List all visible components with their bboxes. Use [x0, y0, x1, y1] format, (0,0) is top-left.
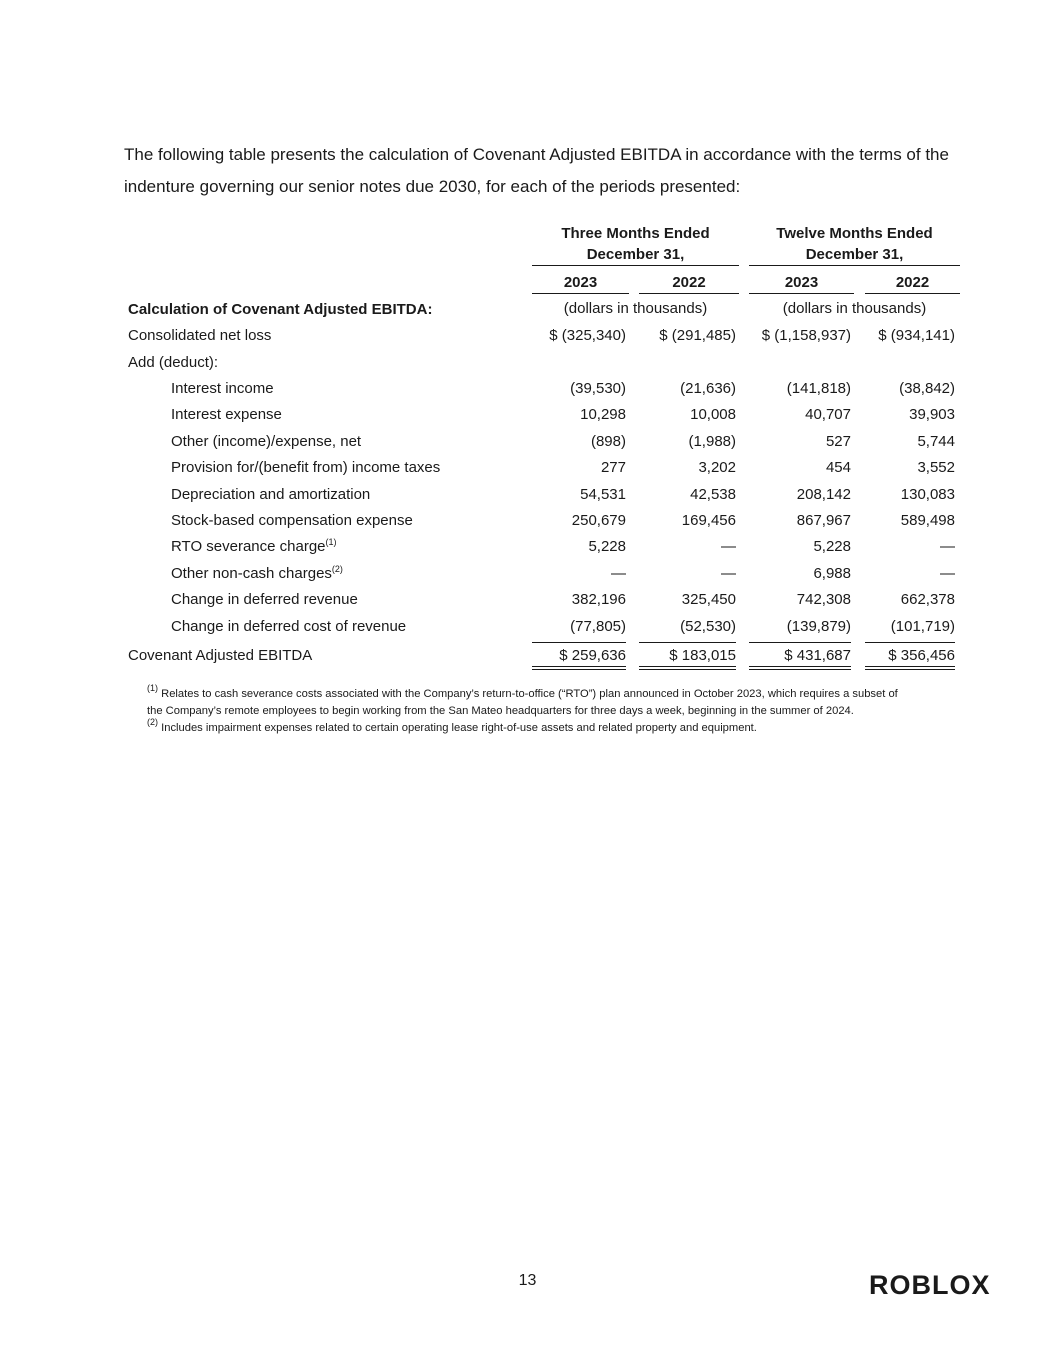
cell-value: 42,538 [690, 486, 736, 503]
cell-value: (139,879) [786, 618, 851, 635]
cell-value: 130,083 [900, 486, 955, 503]
cell-value: 527 [825, 433, 851, 450]
cell-value: (141,818) [786, 380, 851, 397]
logo-wordmark: ROBLOX [869, 1270, 991, 1298]
three-months-header [532, 223, 739, 244]
cell-value: (1,988) [688, 433, 736, 450]
cell-value: 40,707 [805, 406, 851, 423]
row-label: Change in deferred revenue [171, 591, 358, 608]
year-col-4: 2022 [865, 272, 960, 294]
cell-value: 169,456 [681, 512, 736, 529]
cell-value: $ 431,687 [749, 642, 851, 670]
intro-paragraph: The following table presents the calculation of Covenant Adjusted EBITDA in accordance with the terms of the indenture governing our senior notes due 2030, for each of the periods presented: [124, 145, 949, 196]
cell-value: 277 [600, 459, 626, 476]
footnote-2 [147, 717, 907, 737]
unit-label-twelve-months: (dollars in thousands) [782, 300, 927, 317]
footnote-ref: (1) [325, 537, 337, 547]
cell-value: 5,744 [917, 433, 955, 450]
cell-value: $ (934,141) [878, 327, 955, 344]
cell-value: (38,842) [899, 380, 955, 397]
unit-label-three-months: (dollars in thousands) [563, 300, 708, 317]
cell-value: (898) [590, 433, 626, 450]
page-number: 13 [518, 1272, 537, 1289]
add-deduct-row [128, 353, 960, 379]
row-label: Provision for/(benefit from) income taxes [171, 459, 441, 476]
year-col-2: 2022 [639, 272, 739, 294]
cell-value: 5,228 [588, 538, 626, 555]
table-row [128, 511, 960, 537]
table-row [128, 485, 960, 511]
row-label: Interest income [171, 380, 274, 397]
three-months-header-line1: Three Months Ended [561, 225, 710, 242]
cell-value: — [721, 538, 736, 555]
table-row [128, 590, 960, 616]
cell-value: $ (291,485) [659, 327, 736, 344]
footnote-ref: (2) [331, 564, 343, 574]
cell-value: (101,719) [890, 618, 955, 635]
cell-value: — [721, 565, 736, 582]
row-label: Covenant Adjusted EBITDA [128, 647, 313, 664]
footnotes [147, 683, 907, 737]
cell-value: 662,378 [900, 591, 955, 608]
cell-value: 382,196 [571, 591, 626, 608]
cell-value: — [611, 565, 626, 582]
cell-value: 250,679 [571, 512, 626, 529]
footnote-1 [147, 683, 907, 720]
year-col-3: 2023 [749, 272, 854, 294]
footnote-mark: (2) [147, 717, 158, 727]
twelve-months-header-line1: Twelve Months Ended [776, 225, 933, 242]
cell-value: (52,530) [680, 618, 736, 635]
section-label: Calculation of Covenant Adjusted EBITDA: [128, 301, 433, 318]
table-row [128, 564, 960, 590]
table-row [128, 458, 960, 484]
cell-value: — [940, 565, 955, 582]
row-label: Stock-based compensation expense [171, 512, 413, 529]
footnote-mark: (1) [147, 683, 158, 693]
cell-value: (21,636) [680, 380, 736, 397]
cell-value: 54,531 [580, 486, 626, 503]
cell-value: 5,228 [813, 538, 851, 555]
table-row [128, 617, 960, 643]
row-label: Other (income)/expense, net [171, 433, 362, 450]
cell-value: 10,298 [580, 406, 626, 423]
footnote-text: Relates to cash severance costs associated with the Company’s return-to-office (“RTO”) plan announced in October 2023, which requires a subset of the Company’s remote employees to begin working from the San Mateo headquarters for three days a week, beginning in the summer of 2024. [147, 688, 898, 717]
cell-value: $ (325,340) [549, 327, 626, 344]
cell-value: 454 [825, 459, 851, 476]
cell-value: 3,202 [698, 459, 736, 476]
table-row [128, 379, 960, 405]
row-label: Depreciation and amortization [171, 486, 371, 503]
table-row [128, 432, 960, 458]
twelve-months-header-date: December 31, [749, 244, 960, 266]
cell-value: $ (1,158,937) [761, 327, 851, 344]
year-col-1: 2023 [532, 272, 629, 294]
cell-value: 208,142 [796, 486, 851, 503]
section-label-row [128, 300, 960, 326]
cell-value: $ 259,636 [532, 642, 626, 670]
footnote-text: Includes impairment expenses related to certain operating lease right-of-use assets and related property and equipment. [161, 722, 757, 734]
table-row-net-loss [128, 326, 960, 352]
cell-value: $ 183,015 [639, 642, 736, 670]
row-label-text: Other non-cash charges [171, 565, 332, 582]
cell-value: 10,008 [690, 406, 736, 423]
row-label-text: RTO severance charge [171, 538, 326, 555]
table-row [128, 537, 960, 563]
cell-value: $ 356,456 [865, 642, 955, 670]
table-row-total [128, 642, 960, 668]
add-deduct-label: Add (deduct): [128, 354, 219, 371]
table-row [128, 405, 960, 431]
twelve-months-header [749, 223, 960, 244]
three-months-header-date: December 31, [532, 244, 739, 266]
row-label [171, 564, 343, 584]
cell-value: 39,903 [909, 406, 955, 423]
row-label [171, 537, 337, 557]
cell-value: 325,450 [681, 591, 736, 608]
cell-value: 589,498 [900, 512, 955, 529]
roblox-logo [869, 1270, 1009, 1298]
cell-value: 6,988 [813, 565, 851, 582]
cell-value: 742,308 [796, 591, 851, 608]
row-label: Change in deferred cost of revenue [171, 618, 407, 635]
cell-value: — [940, 538, 955, 555]
row-label: Consolidated net loss [128, 327, 272, 344]
cell-value: 867,967 [796, 512, 851, 529]
row-label: Interest expense [171, 406, 282, 423]
cell-value: (77,805) [570, 618, 626, 635]
cell-value: (39,530) [570, 380, 626, 397]
cell-value: 3,552 [917, 459, 955, 476]
